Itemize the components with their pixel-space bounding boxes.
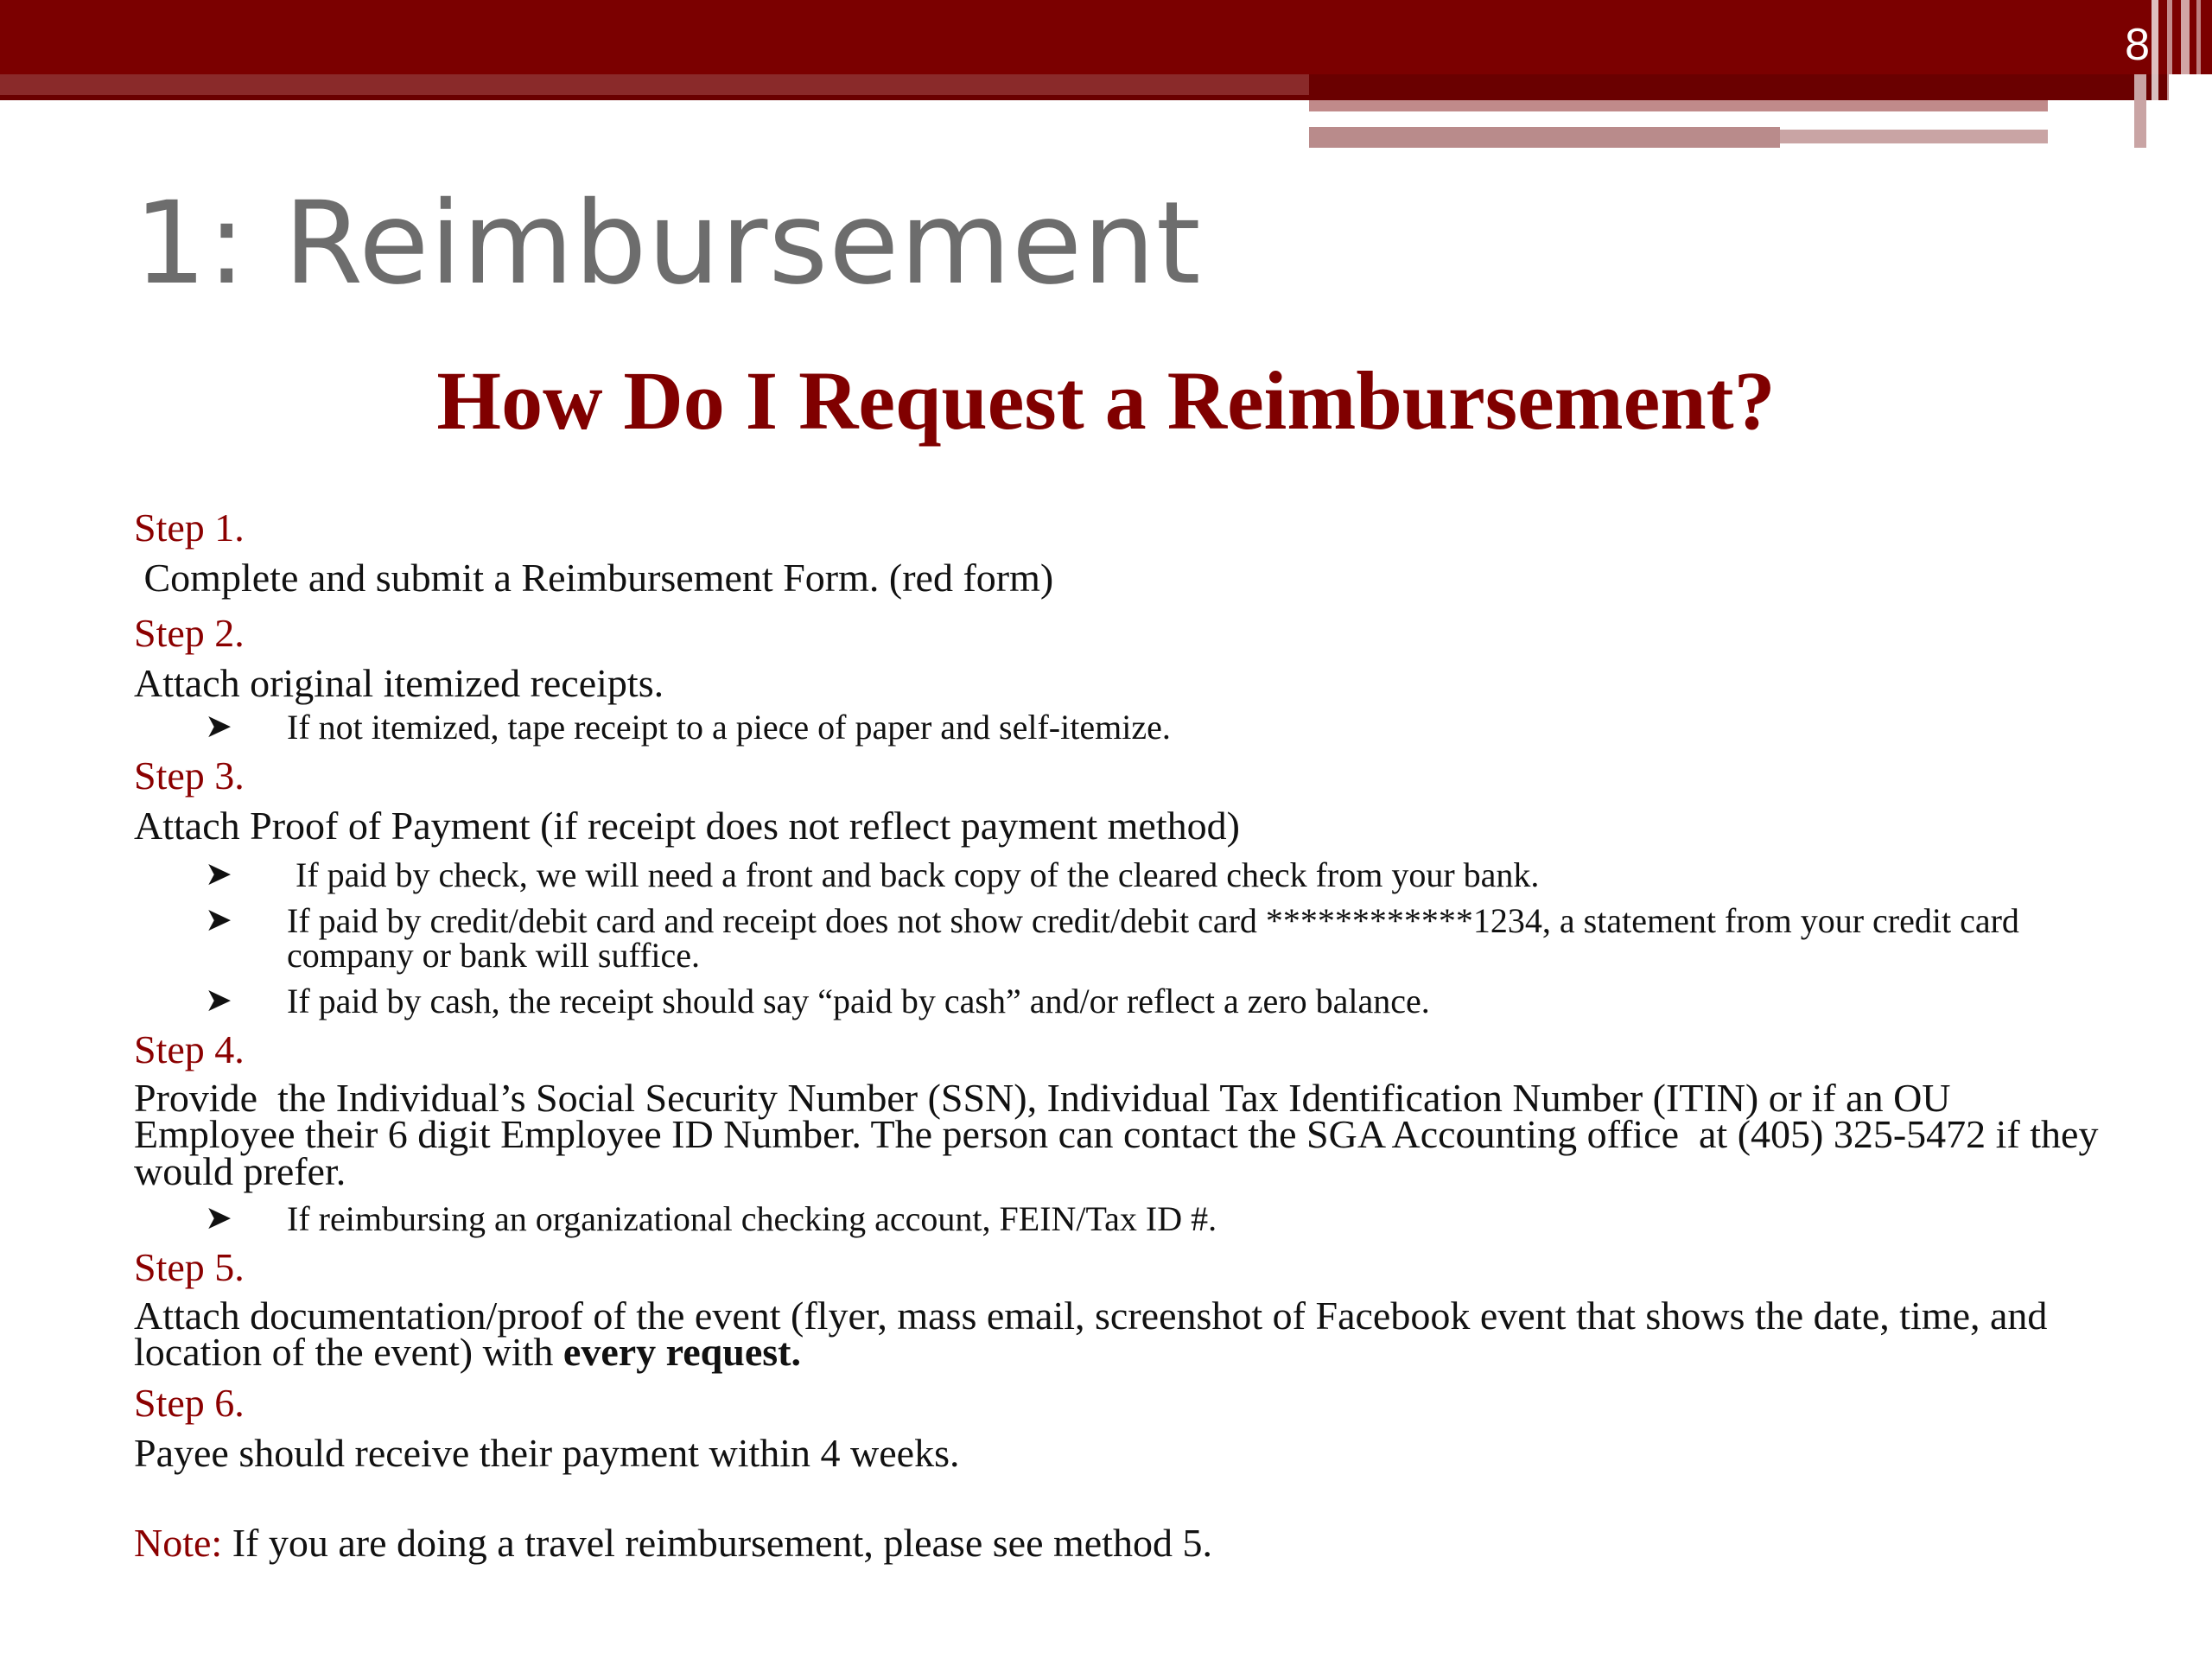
step-4-bullets [134, 1198, 2121, 1238]
step-5-text-emphasis: every request. [563, 1330, 801, 1375]
header-accent-bar [1309, 100, 2048, 111]
bullet-item [134, 1198, 2121, 1238]
step-3-bullets [134, 855, 2121, 1020]
step-5-text [134, 1294, 2121, 1375]
bullet-text: If paid by cash, the receipt should say “paid by cash” and/or reflect a zero balance. [287, 981, 1430, 1020]
bullet-item [134, 900, 2121, 975]
step-4-label: Step 4. [134, 1027, 245, 1071]
bullet-text: If reimbursing an organizational checking account, FEIN/Tax ID #. [287, 1198, 1217, 1238]
header-accent-bar-lower [1309, 127, 1780, 148]
header-band [0, 0, 2212, 74]
step-2-text: Attach original itemized receipts. [134, 661, 664, 705]
step-6-text: Payee should receive their payment within 4 weeks. [134, 1430, 960, 1475]
header-stripe [2167, 0, 2172, 151]
header-accent-bar-right [1780, 130, 2048, 143]
header-band-lower [0, 74, 1309, 95]
step-1-label: Step 1. [134, 505, 245, 550]
slide-title: 1: Reimbursement [134, 177, 1202, 310]
bullet-item [134, 855, 2121, 895]
header-accent-gap [1313, 120, 2048, 127]
step-4-text: Provide the Individual’s Social Security Number (SSN), Individual Tax Identification Number (ITIN) or if an OU Employee their 6 digit Employee ID Number. The person can contact the SGA Accounting office at (405) 325-5472 if they would prefer. [134, 1075, 2108, 1193]
step-3-text: Attach Proof of Payment (if receipt does not reflect payment method) [134, 804, 1240, 849]
step-5-label: Step 5. [134, 1245, 245, 1290]
arrowhead-bullet-icon: ➤ [205, 855, 232, 893]
step-2-bullets [134, 707, 2121, 747]
slide-subtitle: How Do I Request a Reimbursement? [436, 354, 1776, 447]
note [134, 1520, 2121, 1565]
note-label: Note: [134, 1520, 223, 1565]
header-stripe [2181, 0, 2190, 151]
step-5-text-main: Attach documentation/proof of the event (flyer, mass email, screenshot of Facebook event that shows the date, time, and location of the event) with [134, 1294, 2048, 1375]
header-stripe [2152, 0, 2158, 151]
bullet-item [134, 980, 2121, 1020]
arrowhead-bullet-icon: ➤ [205, 707, 232, 745]
arrowhead-bullet-icon: ➤ [205, 900, 232, 939]
steps-content [134, 505, 2121, 1565]
step-6-label: Step 6. [134, 1380, 245, 1425]
bullet-text: If paid by credit/debit card and receipt does not show credit/debit card ************1234, a statement from your credit card company or bank will suffice. [287, 901, 2019, 975]
slide-number: 8 [2125, 20, 2150, 70]
header-stripe [2134, 74, 2146, 148]
arrowhead-bullet-icon: ➤ [205, 980, 232, 1019]
header-stripe [2196, 0, 2201, 151]
bullet-text: If not itemized, tape receipt to a piece of paper and self-itemize. [287, 708, 1171, 747]
step-2-label: Step 2. [134, 611, 245, 655]
bullet-item [134, 707, 2121, 747]
step-1-text: Complete and submit a Reimbursement Form. (red form) [134, 556, 1054, 600]
bullet-text: If paid by check, we will need a front and back copy of the cleared check from your bank. [287, 855, 1540, 895]
step-3-label: Step 3. [134, 753, 245, 798]
arrowhead-bullet-icon: ➤ [205, 1198, 232, 1236]
note-text: If you are doing a travel reimbursement, please see method 5. [222, 1520, 1212, 1565]
